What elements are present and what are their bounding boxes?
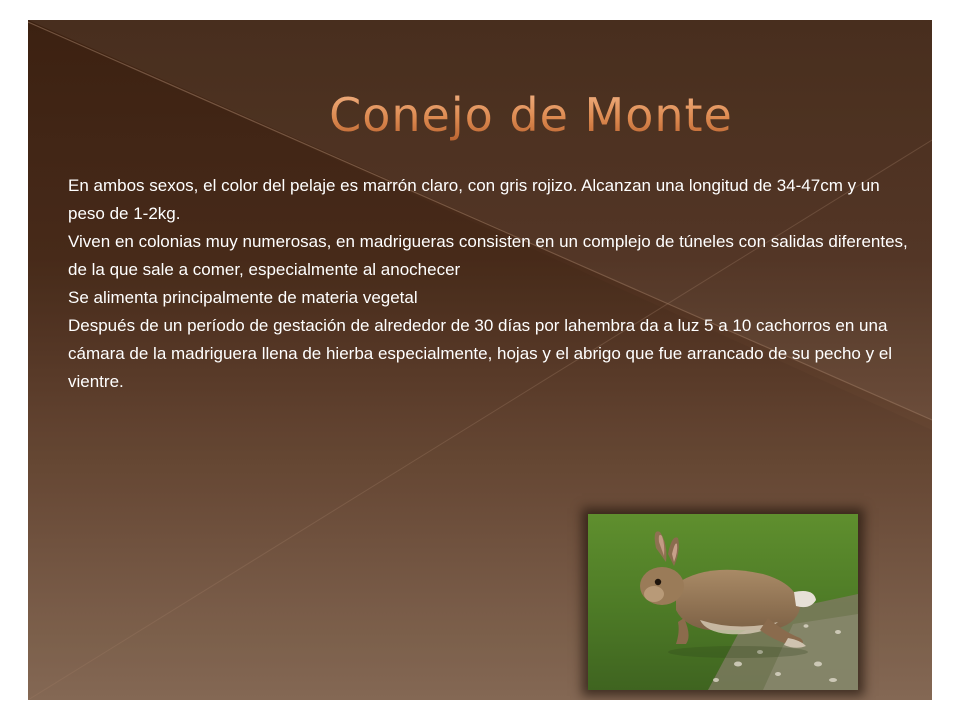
- slide-body: [68, 172, 908, 396]
- body-paragraph: Después de un período de gestación de alrededor de 30 días por lahembra da a luz 5 a 10 cachorros en una cámara de la madriguera llena de hierba especialmente, hojas y el abrigo que fue arrancado de su pecho y el vientre.: [68, 316, 893, 391]
- body-paragraph: Se alimenta principalmente de materia vegetal: [68, 288, 418, 307]
- body-paragraph: Viven en colonias muy numerosas, en madrigueras consisten en un complejo de túneles con salidas diferentes, de la que sale a comer, especialmente al anochecer: [68, 232, 908, 279]
- slide-title: Conejo de Monte: [28, 88, 932, 142]
- body-paragraph: En ambos sexos, el color del pelaje es marrón claro, con gris rojizo. Alcanzan una longitud de 34-47cm y un peso de 1-2kg.: [68, 176, 880, 223]
- slide: [28, 20, 932, 700]
- rabbit-photo: [588, 514, 858, 690]
